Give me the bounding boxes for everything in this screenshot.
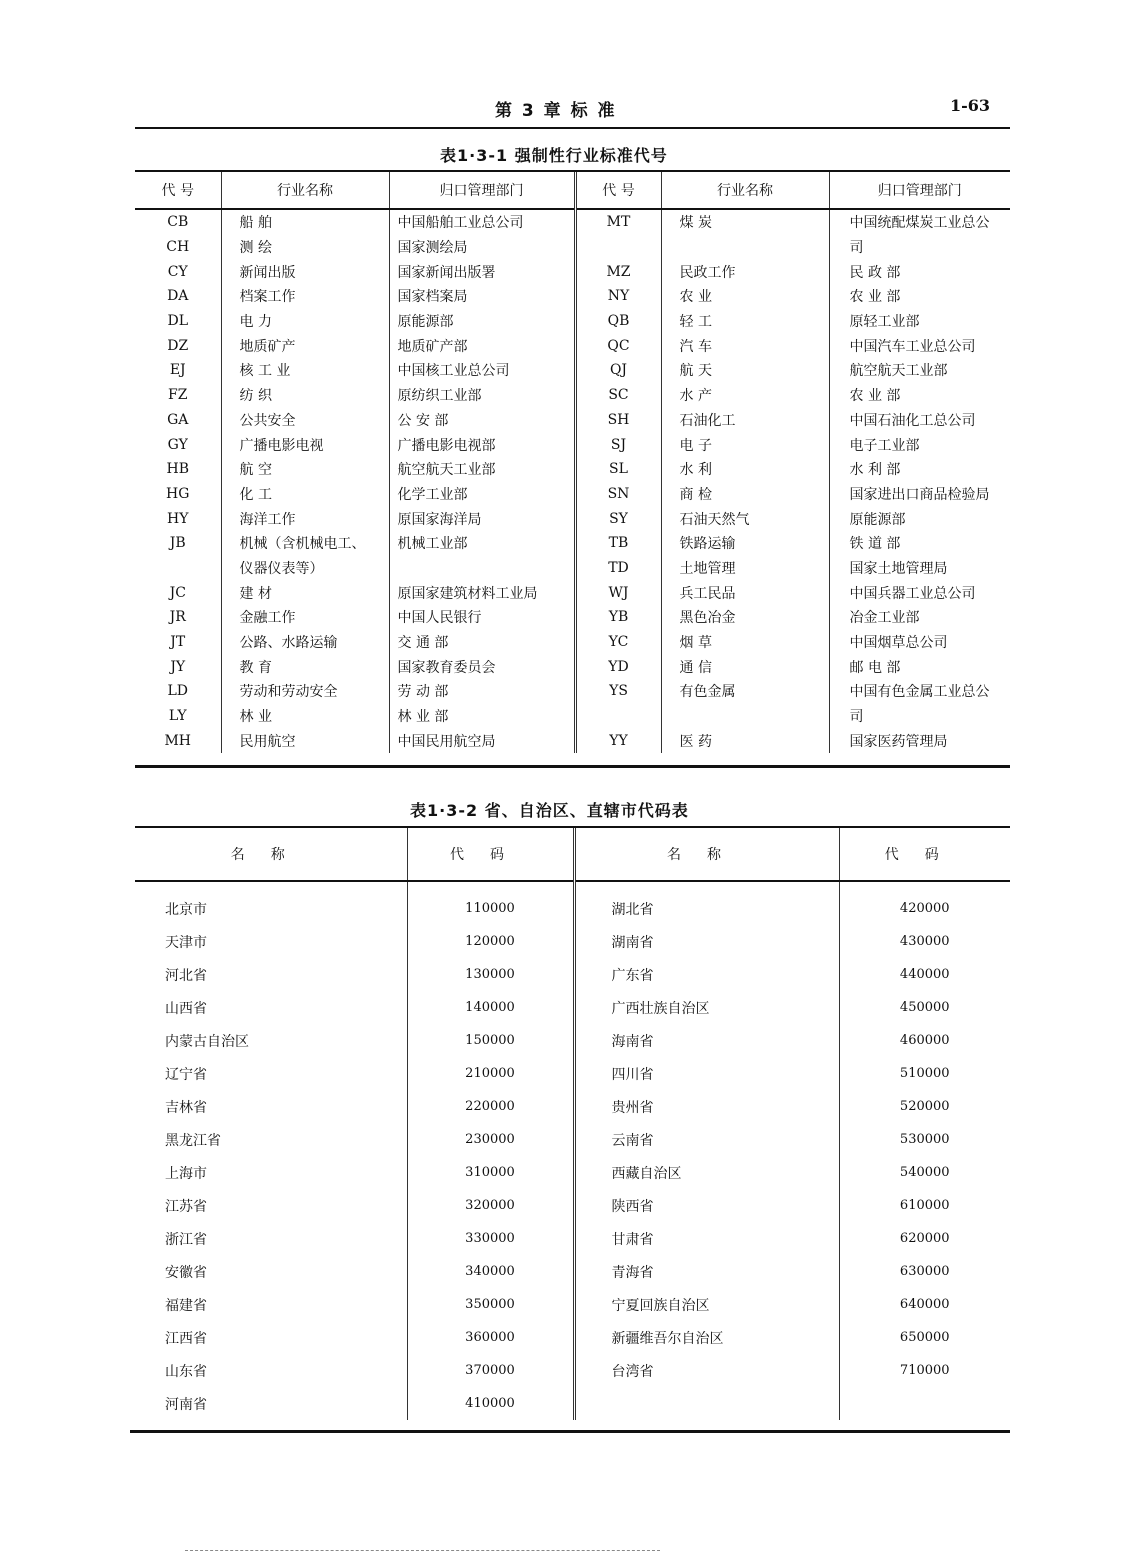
code-cell: MZ xyxy=(575,259,661,284)
industry-cell: 煤 炭 xyxy=(661,209,829,235)
dept-cell: 司 xyxy=(829,704,1010,729)
province-code-cell: 350000 xyxy=(407,1288,574,1321)
dept-cell: 公 安 部 xyxy=(389,408,575,433)
industry-cell: 水 利 xyxy=(661,457,829,482)
province-name-cell: 云南省 xyxy=(574,1123,839,1156)
code-cell: JR xyxy=(169,609,186,626)
code-cell: SY xyxy=(575,506,661,531)
table-row xyxy=(135,531,1010,556)
province-name-cell: 湖北省 xyxy=(574,881,839,925)
province-name-cell: 山东省 xyxy=(165,1363,207,1380)
dept-cell: 农 业 部 xyxy=(829,383,1010,408)
province-code-cell: 330000 xyxy=(407,1222,574,1255)
header-dept: 归口管理部门 xyxy=(829,172,1010,209)
industry-cell: 有色金属 xyxy=(661,679,829,704)
chapter-title: 第 3 章 标 准 xyxy=(495,101,617,121)
header-name: 名称 xyxy=(230,847,311,863)
table-row xyxy=(135,457,1010,482)
industry-cell: 新闻出版 xyxy=(221,259,389,284)
table-row xyxy=(135,1024,1010,1057)
table-row xyxy=(135,506,1010,531)
dept-cell: 中国兵器工业总公司 xyxy=(829,580,1010,605)
industry-cell: 广播电影电视 xyxy=(221,432,389,457)
table-row xyxy=(135,333,1010,358)
table-row xyxy=(135,1123,1010,1156)
province-code-cell: 370000 xyxy=(407,1354,574,1387)
province-code-cell xyxy=(839,1387,1010,1420)
code-cell: FZ xyxy=(168,387,188,404)
dept-cell: 民 政 部 xyxy=(829,259,1010,284)
dept-cell: 中国民用航空局 xyxy=(389,728,575,753)
province-name-cell: 广西壮族自治区 xyxy=(574,991,839,1024)
code-cell xyxy=(575,235,661,260)
industry-cell: 纺 织 xyxy=(221,383,389,408)
dept-cell: 原能源部 xyxy=(389,309,575,334)
page-number: 1-63 xyxy=(949,96,990,115)
industry-cell: 民用航空 xyxy=(221,728,389,753)
code-cell: TD xyxy=(575,556,661,581)
table-row xyxy=(135,630,1010,655)
dept-cell: 劳 动 部 xyxy=(389,679,575,704)
dept-cell: 国家进出口商品检验局 xyxy=(829,482,1010,507)
province-name-cell: 广东省 xyxy=(574,958,839,991)
province-code-cell: 110000 xyxy=(407,881,574,925)
code-cell: HB xyxy=(166,461,189,478)
industry-cell: 地质矿产 xyxy=(221,333,389,358)
industry-cell: 教 育 xyxy=(221,654,389,679)
province-code-cell: 620000 xyxy=(839,1222,1010,1255)
industry-cell: 测 绘 xyxy=(221,235,389,260)
province-name-cell: 天津市 xyxy=(165,934,207,951)
table-row xyxy=(135,259,1010,284)
industry-cell: 海洋工作 xyxy=(221,506,389,531)
table-row xyxy=(135,482,1010,507)
code-cell: LY xyxy=(168,708,187,725)
code-cell: DA xyxy=(167,288,189,305)
dept-cell: 中国核工业总公司 xyxy=(389,358,575,383)
industry-cell: 水 产 xyxy=(661,383,829,408)
table1-caption: 表1·3-1 强制性行业标准代号 xyxy=(440,146,668,165)
code-cell: QC xyxy=(575,333,661,358)
table-row xyxy=(135,1387,1010,1420)
industry-cell xyxy=(661,704,829,729)
province-code-cell: 120000 xyxy=(407,925,574,958)
province-name-cell xyxy=(574,1387,839,1420)
province-code-cell: 710000 xyxy=(839,1354,1010,1387)
header-dept: 归口管理部门 xyxy=(389,172,575,209)
code-cell: GA xyxy=(167,411,189,428)
code-cell: JT xyxy=(170,634,186,651)
dept-cell: 原轻工业部 xyxy=(829,309,1010,334)
province-name-cell: 湖南省 xyxy=(574,925,839,958)
header-name: 名称 xyxy=(574,828,839,881)
industry-cell: 航 天 xyxy=(661,358,829,383)
province-code-cell: 320000 xyxy=(407,1189,574,1222)
province-code-table xyxy=(135,828,1010,1420)
dept-cell: 国家医药管理局 xyxy=(829,728,1010,753)
dept-cell: 原国家建筑材料工业局 xyxy=(389,580,575,605)
province-code-cell: 460000 xyxy=(839,1024,1010,1057)
dept-cell: 国家档案局 xyxy=(389,284,575,309)
province-name-cell: 宁夏回族自治区 xyxy=(574,1288,839,1321)
industry-cell: 民政工作 xyxy=(661,259,829,284)
code-cell: YC xyxy=(575,630,661,655)
table1-body xyxy=(135,209,1010,753)
province-code-cell: 640000 xyxy=(839,1288,1010,1321)
table-row xyxy=(135,1255,1010,1288)
province-code-cell: 420000 xyxy=(839,881,1010,925)
table-row xyxy=(135,358,1010,383)
province-code-cell: 410000 xyxy=(407,1387,574,1420)
dept-cell: 交 通 部 xyxy=(389,630,575,655)
code-cell: YB xyxy=(575,605,661,630)
industry-cell: 轻 工 xyxy=(661,309,829,334)
header-code: 代 号 xyxy=(161,183,194,199)
dept-cell: 原纺织工业部 xyxy=(389,383,575,408)
code-cell: SH xyxy=(575,408,661,433)
province-name-cell: 山西省 xyxy=(165,1000,207,1017)
table-row xyxy=(135,654,1010,679)
code-cell: YY xyxy=(575,728,661,753)
province-code-cell: 520000 xyxy=(839,1090,1010,1123)
industry-cell: 汽 车 xyxy=(661,333,829,358)
code-cell xyxy=(575,704,661,729)
industry-cell: 仪器仪表等） xyxy=(221,556,389,581)
code-cell: CB xyxy=(167,214,189,231)
dept-cell xyxy=(389,556,575,581)
industry-cell: 档案工作 xyxy=(221,284,389,309)
province-name-cell: 河南省 xyxy=(165,1396,207,1413)
industry-cell: 烟 草 xyxy=(661,630,829,655)
province-name-cell: 甘肃省 xyxy=(574,1222,839,1255)
dept-cell: 地质矿产部 xyxy=(389,333,575,358)
province-name-cell: 陕西省 xyxy=(574,1189,839,1222)
province-name-cell: 黑龙江省 xyxy=(165,1132,221,1149)
province-name-cell: 新疆维吾尔自治区 xyxy=(574,1321,839,1354)
dept-cell: 中国人民银行 xyxy=(389,605,575,630)
industry-cell: 建 材 xyxy=(221,580,389,605)
province-code-cell: 230000 xyxy=(407,1123,574,1156)
table-row xyxy=(135,284,1010,309)
dept-cell: 铁 道 部 xyxy=(829,531,1010,556)
code-cell: WJ xyxy=(575,580,661,605)
province-code-cell: 340000 xyxy=(407,1255,574,1288)
code-cell: LD xyxy=(167,683,189,700)
dept-cell: 国家土地管理局 xyxy=(829,556,1010,581)
industry-cell: 林 业 xyxy=(221,704,389,729)
province-name-cell: 福建省 xyxy=(165,1297,207,1314)
table-row xyxy=(135,1156,1010,1189)
footer-dotted-line xyxy=(185,1550,660,1551)
province-code-cell: 210000 xyxy=(407,1057,574,1090)
province-code-cell: 650000 xyxy=(839,1321,1010,1354)
industry-cell: 船 舶 xyxy=(221,209,389,235)
dept-cell: 航空航天工业部 xyxy=(829,358,1010,383)
industry-cell xyxy=(661,235,829,260)
province-name-cell: 西藏自治区 xyxy=(574,1156,839,1189)
industry-cell: 土地管理 xyxy=(661,556,829,581)
industry-cell: 劳动和劳动安全 xyxy=(221,679,389,704)
dept-cell: 机械工业部 xyxy=(389,531,575,556)
industry-cell: 电 力 xyxy=(221,309,389,334)
table-row xyxy=(135,1321,1010,1354)
industry-cell: 黑色冶金 xyxy=(661,605,829,630)
table1-bottom-rule xyxy=(135,765,1010,768)
table-row xyxy=(135,958,1010,991)
province-code-cell: 220000 xyxy=(407,1090,574,1123)
dept-cell: 邮 电 部 xyxy=(829,654,1010,679)
table-row xyxy=(135,1057,1010,1090)
code-cell: JB xyxy=(169,535,186,552)
header-industry: 行业名称 xyxy=(221,172,389,209)
table-row xyxy=(135,408,1010,433)
industry-cell: 电 子 xyxy=(661,432,829,457)
province-name-cell: 吉林省 xyxy=(165,1099,207,1116)
province-code-cell: 310000 xyxy=(407,1156,574,1189)
code-cell: DZ xyxy=(167,337,189,354)
header-rule xyxy=(135,127,1010,129)
table-row xyxy=(135,1288,1010,1321)
table1-header xyxy=(135,172,1010,209)
province-code-cell: 510000 xyxy=(839,1057,1010,1090)
code-cell: JC xyxy=(169,584,186,601)
code-cell: GY xyxy=(167,436,188,453)
dept-cell: 国家新闻出版署 xyxy=(389,259,575,284)
province-code-cell: 430000 xyxy=(839,925,1010,958)
province-code-cell: 540000 xyxy=(839,1156,1010,1189)
province-code-cell: 610000 xyxy=(839,1189,1010,1222)
header-code: 代 号 xyxy=(575,172,661,209)
table-row xyxy=(135,432,1010,457)
table-row xyxy=(135,704,1010,729)
province-code-cell: 130000 xyxy=(407,958,574,991)
dept-cell: 林 业 部 xyxy=(389,704,575,729)
code-cell: CH xyxy=(166,239,190,256)
table-row xyxy=(135,235,1010,260)
table-row xyxy=(135,728,1010,753)
table-row xyxy=(135,383,1010,408)
code-cell: TB xyxy=(575,531,661,556)
dept-cell: 中国汽车工业总公司 xyxy=(829,333,1010,358)
code-cell: EJ xyxy=(169,362,186,379)
industry-cell: 通 信 xyxy=(661,654,829,679)
industry-cell: 航 空 xyxy=(221,457,389,482)
table-row xyxy=(135,556,1010,581)
province-name-cell: 辽宁省 xyxy=(165,1066,207,1083)
dept-cell: 广播电影电视部 xyxy=(389,432,575,457)
province-name-cell: 上海市 xyxy=(165,1165,207,1182)
industry-cell: 铁路运输 xyxy=(661,531,829,556)
dept-cell: 冶金工业部 xyxy=(829,605,1010,630)
table2-header xyxy=(135,828,1010,881)
table-row xyxy=(135,209,1010,235)
code-cell xyxy=(135,556,221,581)
dept-cell: 中国烟草总公司 xyxy=(829,630,1010,655)
province-name-cell: 河北省 xyxy=(165,967,207,984)
industry-cell: 石油化工 xyxy=(661,408,829,433)
page-header xyxy=(135,96,1010,121)
code-cell: SN xyxy=(575,482,661,507)
province-name-cell: 江西省 xyxy=(165,1330,207,1347)
code-cell: YD xyxy=(575,654,661,679)
code-cell: SC xyxy=(575,383,661,408)
dept-cell: 中国船舶工业总公司 xyxy=(389,209,575,235)
province-code-cell: 440000 xyxy=(839,958,1010,991)
code-cell: YS xyxy=(575,679,661,704)
industry-cell: 农 业 xyxy=(661,284,829,309)
table-row xyxy=(135,605,1010,630)
industry-cell: 核 工 业 xyxy=(221,358,389,383)
code-cell: HY xyxy=(167,510,189,527)
dept-cell: 司 xyxy=(829,235,1010,260)
code-cell: DL xyxy=(167,313,189,330)
province-code-cell: 450000 xyxy=(839,991,1010,1024)
province-code-cell: 360000 xyxy=(407,1321,574,1354)
table2-body xyxy=(135,881,1010,1420)
dept-cell: 化学工业部 xyxy=(389,482,575,507)
table-row xyxy=(135,991,1010,1024)
code-cell: MH xyxy=(164,732,192,749)
table2-bottom-rule xyxy=(130,1430,1010,1433)
dept-cell: 水 利 部 xyxy=(829,457,1010,482)
table-row xyxy=(135,309,1010,334)
province-code-cell: 530000 xyxy=(839,1123,1010,1156)
industry-cell: 机械（含机械电工、 xyxy=(221,531,389,556)
code-cell: MT xyxy=(575,209,661,235)
industry-cell: 公路、水路运输 xyxy=(221,630,389,655)
industry-cell: 公共安全 xyxy=(221,408,389,433)
code-cell: QB xyxy=(575,309,661,334)
province-name-cell: 安徽省 xyxy=(165,1264,207,1281)
dept-cell: 中国石油化工总公司 xyxy=(829,408,1010,433)
province-name-cell: 江苏省 xyxy=(165,1198,207,1215)
dept-cell: 中国统配煤炭工业总公 xyxy=(829,209,1010,235)
industry-code-table xyxy=(135,172,1010,753)
dept-cell: 国家教育委员会 xyxy=(389,654,575,679)
dept-cell: 国家测绘局 xyxy=(389,235,575,260)
table-row xyxy=(135,1222,1010,1255)
province-name-cell: 浙江省 xyxy=(165,1231,207,1248)
table2-caption: 表1·3-2 省、自治区、直辖市代码表 xyxy=(410,801,689,820)
province-name-cell: 贵州省 xyxy=(574,1090,839,1123)
table-row xyxy=(135,1090,1010,1123)
header-code: 代码 xyxy=(839,828,1010,881)
industry-cell: 兵工民品 xyxy=(661,580,829,605)
industry-cell: 金融工作 xyxy=(221,605,389,630)
dept-cell: 原国家海洋局 xyxy=(389,506,575,531)
province-code-cell: 150000 xyxy=(407,1024,574,1057)
dept-cell: 农 业 部 xyxy=(829,284,1010,309)
code-cell: CY xyxy=(167,263,188,280)
province-name-cell: 内蒙古自治区 xyxy=(165,1033,249,1050)
province-name-cell: 台湾省 xyxy=(574,1354,839,1387)
code-cell: SL xyxy=(575,457,661,482)
table-row xyxy=(135,679,1010,704)
code-cell: HG xyxy=(166,485,190,502)
province-name-cell: 四川省 xyxy=(574,1057,839,1090)
table-row xyxy=(135,881,1010,925)
table-row xyxy=(135,1354,1010,1387)
code-cell: JY xyxy=(170,658,186,675)
header-industry: 行业名称 xyxy=(661,172,829,209)
dept-cell: 航空航天工业部 xyxy=(389,457,575,482)
dept-cell: 原能源部 xyxy=(829,506,1010,531)
table-row xyxy=(135,1189,1010,1222)
industry-cell: 医 药 xyxy=(661,728,829,753)
table-row xyxy=(135,580,1010,605)
code-cell: QJ xyxy=(575,358,661,383)
province-name-cell: 北京市 xyxy=(165,901,207,918)
industry-cell: 石油天然气 xyxy=(661,506,829,531)
province-name-cell: 海南省 xyxy=(574,1024,839,1057)
province-code-cell: 140000 xyxy=(407,991,574,1024)
code-cell: NY xyxy=(575,284,661,309)
dept-cell: 电子工业部 xyxy=(829,432,1010,457)
table-row xyxy=(135,925,1010,958)
province-code-cell: 630000 xyxy=(839,1255,1010,1288)
industry-cell: 化 工 xyxy=(221,482,389,507)
code-cell: SJ xyxy=(575,432,661,457)
header-code: 代码 xyxy=(407,828,574,881)
industry-cell: 商 检 xyxy=(661,482,829,507)
dept-cell: 中国有色金属工业总公 xyxy=(829,679,1010,704)
province-name-cell: 青海省 xyxy=(574,1255,839,1288)
